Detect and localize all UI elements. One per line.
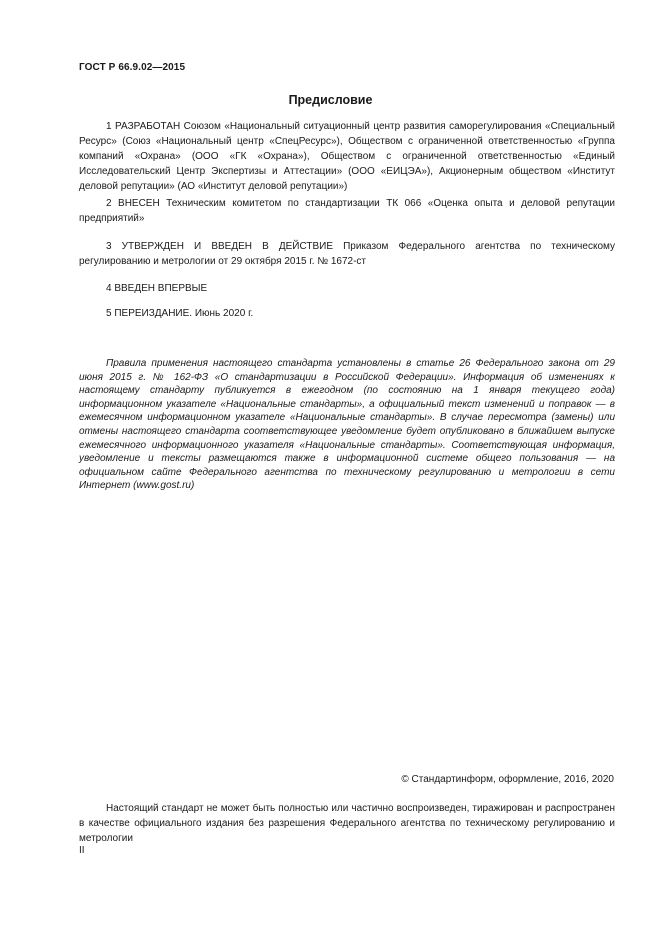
reproduction-notice: Настоящий стандарт не может быть полностью или частично воспроизведен, тиражирован и распространен в качестве официального издания без разрешения Федерального агентства по техническому регулированию и метрологии [79,803,615,844]
copyright-notice: © Стандартинформ, оформление, 2016, 2020 [401,774,614,785]
foreword-item-5: 5 ПЕРЕИЗДАНИЕ. Июнь 2020 г. [106,308,254,319]
foreword-item-1: 1 РАЗРАБОТАН Союзом «Национальный ситуационный центр развития саморегулирования «Специальный Ресурс» (Союз «Национальный центр «СпецРесурс»), Обществом с ограниченной ответственностью «Группа компаний «Охрана» (ООО «ГК «Охрана»), Обществом с ограниченной ответственностью «Единый Исследовательский Центр Экспертизы и Аттестации» (ООО «ЕИЦЭА»), Акционерным обществом «Институт деловой репутации» (АО «Институт деловой репутации») [79,121,615,192]
page-title: Предисловие [288,93,373,107]
document-code: ГОСТ Р 66.9.02—2015 [79,62,186,73]
page-number: II [79,845,85,856]
foreword-item-3: 3 УТВЕРЖДЕН И ВВЕДЕН В ДЕЙСТВИЕ Приказом Федерального агентства по техническому регулированию и метрологии от 29 октября 2015 г. № 1672-ст [79,241,615,267]
application-rules-notice: Правила применения настоящего стандарта установлены в статье 26 Федерального закона от 29 июня 2015 г. № 162-ФЗ «О стандартизации в Российской Федерации». Информация об изменениях к настоящему стандарту публикуется в ежегодном (по состоянию на 1 января текущего года) информационном указателе «Национальные стандарты», а официальный текст изменений и поправок — в ежемесячном информационном указателе «Национальные стандарты». В случае пересмотра (замены) или отмены настоящего стандарта соответствующее уведомление будет опубликовано в ближайшем выпуске ежемесячного информационного указателя «Национальные стандарты». Соответствующая информация, уведомление и тексты размещаются также в информационной системе общего пользования — на официальном сайте Федерального агентства по техническому регулированию и метрологии в сети Интернет (www.gost.ru) [79,358,615,492]
foreword-item-4: 4 ВВЕДЕН ВПЕРВЫЕ [106,283,208,294]
foreword-item-2: 2 ВНЕСЕН Техническим комитетом по стандартизации ТК 066 «Оценка опыта и деловой репутации предприятий» [79,198,615,224]
